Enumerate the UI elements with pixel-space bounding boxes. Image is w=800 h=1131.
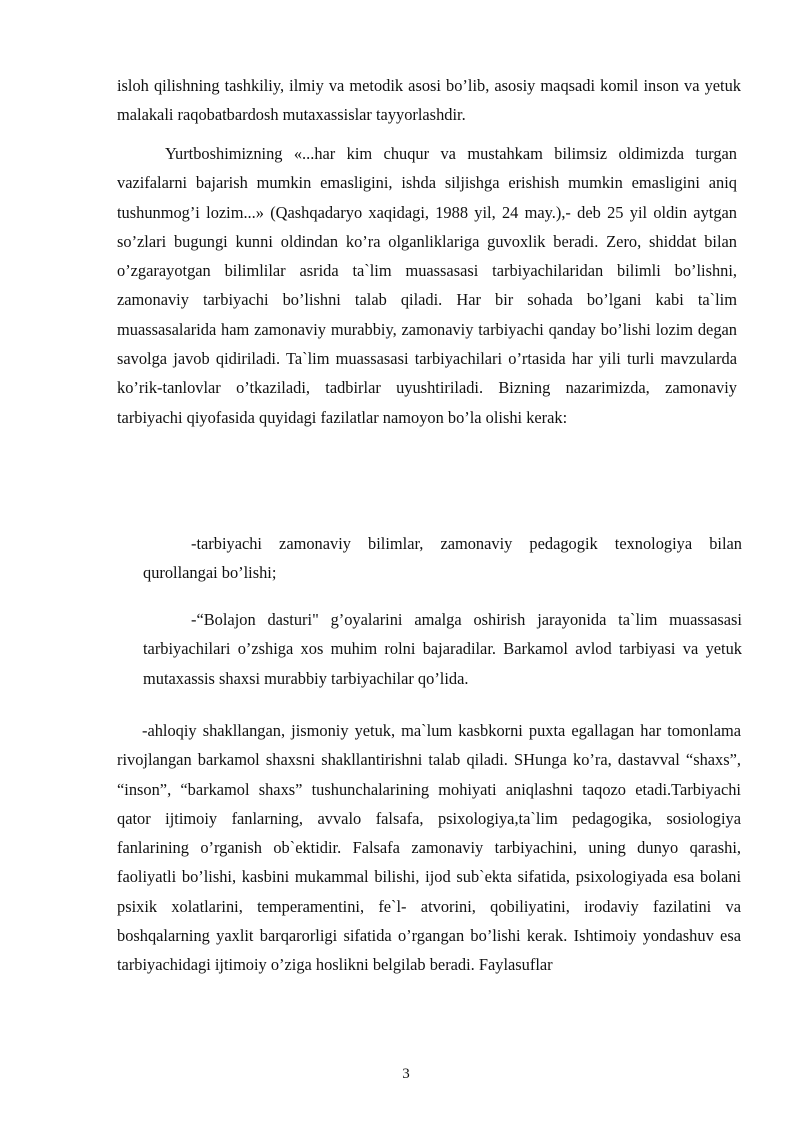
- list-item-modern-knowledge: -tarbiyachi zamonaviy bilimlar, zamonaviy pedagogik texnologiya bilan qurollangai bo’lishi;: [143, 534, 742, 583]
- paragraph-intro-continuation: isloh qilishning tashkiliy, ilmiy va metodik asosi bo’lib, asosiy maqsadi komil inson va yetuk malakali raqobatbardosh mutaxassislar tayyorlashdir.: [117, 76, 741, 125]
- paragraph-moral-development: -ahloqiy shakllangan, jismoniy yetuk, ma`lum kasbkorni puxta egallagan har tomonlama rivojlangan barkamol shaxsni shakllantirishni talab qiladi. SHunga ko’ra, dastavval “shaxs”, “inson”, “barkamol shaxs” tushunchalarining mohiyati aniqlashni taqozo etadi.Tarbiyachi qator ijtimoiy fanlarning, avvalo falsafa, psixologiya,ta`lim pedagogika, sosiologiya fanlarining o’rganish ob`ektidir. Falsafa zamonaviy tarbiyachini, uning dunyo qarashi, faoliyatli bo’lishi, kasbini mukammal bilishi, ijod sub`ekta sifatida, psixologiyada esa bolani psixik xolatlarini, temperamentini, fe`l- atvorini, qobiliyatini, irodaviy fazilatini va boshqalarning yaxlit barqarorligi sifatida o’rgangan bo’lishi kerak. Ishtimoiy yondashuv esa tarbiyachidagi ijtimoiy o’ziga hoslikni belgilab beradi. Faylasuflar: [117, 721, 741, 975]
- page-number: 3: [402, 1066, 410, 1082]
- list-item-bolajon-program: -“Bolajon dasturi" g’oyalarini amalga oshirish jarayonida ta`lim muassasasi tarbiyachilari o’zshiga xos muhim rolni bajaradilar. Barkamol avlod tarbiyasi va yetuk mutaxassis shaxsi murabbiy tarbiyachilar qo’lida.: [143, 610, 742, 688]
- paragraph-quote-president: Yurtboshimizning «...har kim chuqur va mustahkam bilimsiz oldimizda turgan vazifalarni bajarish mumkin emasligini, ishda siljishga erishish mumkin emasligini aniq tushunmog’i lozim...» (Qashqadaryo xaqidagi, 1988 yil, 24 may.),- deb 25 yil oldin aytgan so’zlari bugungi kunni oldindan ko’ra olganliklariga guvoxlik beradi. Zero, shiddat bilan o’zgarayotgan bilimlilar asrida ta`lim muassasasi tarbiyachilaridan bilimli bo’lishni, zamonaviy tarbiyachi bo’lishni talab qiladi. Har bir sohada bo’lgani kabi ta`lim muassasalarida ham zamonaviy murabbiy, zamonaviy tarbiyachi qanday bo’lishi lozim degan savolga javob qidiriladi. Ta`lim muassasasi tarbiyachilari o’rtasida har yili turli mavzularda ko’rik-tanlovlar o’tkaziladi, tadbirlar uyushtiriladi. Bizning nazarimizda, zamonaviy tarbiyachi qiyofasida quyidagi fazilatlar namoyon bo’la olishi kerak:: [117, 144, 737, 427]
